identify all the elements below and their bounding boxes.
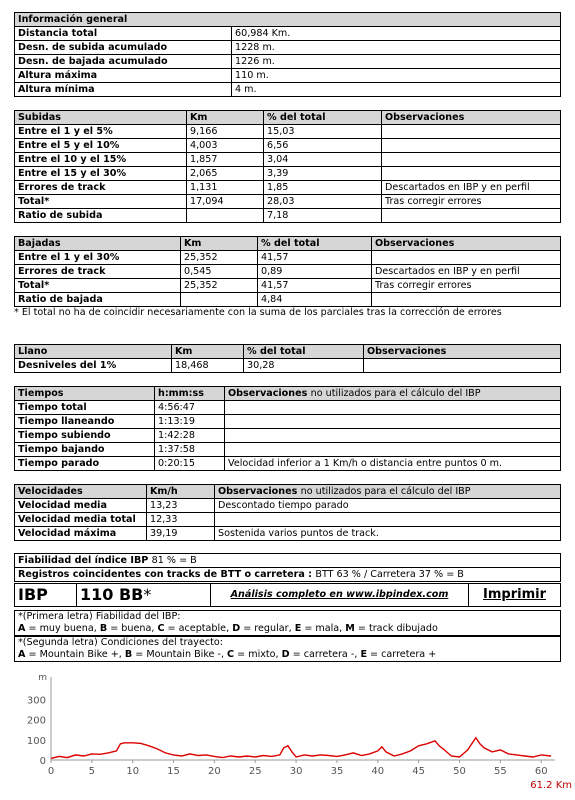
legend2-title: *(Segunda letra) Condiciones del trayecto: <box>18 637 224 648</box>
legend1-title: *(Primera letra) Fiabilidad del IBP: <box>18 611 181 622</box>
table-row: Altura mínima 4 m. <box>15 83 561 97</box>
registros-label: Registros coincidentes con tracks de BTT o carretera : <box>18 568 313 580</box>
x-tick-label: 60 <box>534 766 548 777</box>
fiabilidad-table <box>14 553 561 582</box>
legend-letter: M <box>345 623 355 634</box>
table-row: Entre el 5 y el 10% 4,003 6,56 <box>15 139 561 153</box>
bajadas-table: Bajadas Km % del total Observaciones Entre el 1 y el 30% 25,352 41,57 Errores de track 0,545 0,89 Descartados en IBP y en perfil Total* 25,352 41,57 Tras corregir errores Ratio de bajada 4,84 <box>14 236 561 307</box>
legend-letter: A <box>18 623 26 634</box>
table-row: Velocidad máxima 39,19 Sostenida varios puntos de track. <box>15 527 561 541</box>
table-row: Entre el 1 y el 5% 9,166 15,03 <box>15 125 561 139</box>
table-row: Total* 17,094 28,03 Tras corregir errores <box>15 195 561 209</box>
bajadas-header: Bajadas <box>15 237 181 251</box>
velocidades-table: Velocidades Km/h Observaciones no utilizados para el cálculo del IBP Velocidad media 13,23 Descontado tiempo parado Velocidad media total 12,33 Velocidad máxima 39,19 Sostenida varios puntos de track. <box>14 484 561 541</box>
ibp-table <box>14 583 561 607</box>
table-row: Total* 25,352 41,57 Tras corregir errores <box>15 279 561 293</box>
legend-description: = mixto, <box>234 649 282 660</box>
totals-note: * El total no ha de coincidir necesariamente con la suma de los parciales tras la corrección de errores <box>14 307 502 318</box>
table-row: Fiabilidad del índice IBP 81 % = B <box>15 554 561 568</box>
ibp-value: 110 BB <box>80 585 144 604</box>
tiempos-table: Tiempos h:mm:ss Observaciones no utilizados para el cálculo del IBP Tiempo total 4:56:47 Tiempo llaneando 1:13:19 Tiempo subiendo 1:42:28 Tiempo bajando 1:37:58 Tiempo parado 0:20:15 Velocidad inferior a 1 Km/h o distancia entre puntos 0 m. <box>14 386 561 471</box>
x-tick-label: 50 <box>453 766 466 777</box>
table-row: Tiempo total 4:56:47 <box>15 401 561 415</box>
general-table <box>14 12 561 97</box>
table-row: Entre el 15 y el 30% 2,065 3,39 <box>15 167 561 181</box>
x-tick-label: 10 <box>126 766 140 777</box>
subidas-table: Subidas Km % del total Observaciones Entre el 1 y el 5% 9,166 15,03 Entre el 5 y el 10% 4,003 6,56 Entre el 10 y el 15% 1,857 3,04 Entre el 15 y el 30% 2,065 3,39 Errores de track 1,131 1,85 Descartados en IBP y en perfil Total* 17,094 28,03 Tras corregir errores Ratio de subida 7,18 <box>14 110 561 223</box>
y-tick-label: 200 <box>26 715 46 727</box>
legend1-items <box>18 623 557 635</box>
y-tick-label: 300 <box>26 695 46 707</box>
legend-letter: B <box>99 623 108 634</box>
legend2-table <box>14 636 561 662</box>
legend-description: = muy buena, <box>25 623 100 634</box>
legend-letter: C <box>227 649 235 660</box>
y-axis-label: m <box>38 673 47 683</box>
legend-letter: D <box>281 649 290 660</box>
ibp-star: * <box>143 585 152 604</box>
x-tick-label: 30 <box>289 766 303 777</box>
legend-description: = regular, <box>240 623 295 634</box>
analysis-link[interactable]: Análisis completo en www.ibpindex.com <box>211 584 469 607</box>
table-row: Tiempo subiendo 1:42:28 <box>15 429 561 443</box>
legend-letter: E <box>360 649 367 660</box>
x-tick-label: 25 <box>248 766 262 777</box>
tiempos-header: Tiempos <box>15 387 155 401</box>
y-tick-label: 100 <box>26 735 46 747</box>
table-row: Velocidad media total 12,33 <box>15 513 561 527</box>
x-tick-label: 55 <box>493 766 507 777</box>
y-tick-label: 0 <box>39 756 46 767</box>
legend-letter: D <box>232 623 241 634</box>
table-row: Errores de track 1,131 1,85 Descartados en IBP y en perfil <box>15 181 561 195</box>
x-tick-label: 40 <box>371 766 385 777</box>
table-row: Tiempo bajando 1:37:58 <box>15 443 561 457</box>
x-tick-label: 20 <box>208 766 221 777</box>
table-row: Desn. de bajada acumulado 1226 m. <box>15 55 561 69</box>
table-row: Velocidad media 13,23 Descontado tiempo parado <box>15 499 561 513</box>
velocidades-header: Velocidades <box>15 485 147 499</box>
llano-table: Llano Km % del total Observaciones Desniveles del 1% 18,468 30,28 <box>14 344 561 373</box>
table-row: Tiempo llaneando 1:13:19 <box>15 415 561 429</box>
legend-letter: A <box>18 649 26 660</box>
general-header: Información general <box>15 13 561 27</box>
legend-description: = carretera + <box>367 649 437 660</box>
llano-header: Llano <box>15 345 172 359</box>
ibp-label: IBP <box>15 584 77 607</box>
table-row: Desn. de subida acumulado 1228 m. <box>15 41 561 55</box>
table-row: Errores de track 0,545 0,89 Descartados en IBP y en perfil <box>15 265 561 279</box>
x-tick-label: 0 <box>47 766 55 777</box>
legend2-items <box>18 649 557 661</box>
table-row: Desniveles del 1% 18,468 30,28 <box>15 359 561 373</box>
table-row: Registros coincidentes con tracks de BTT o carretera : BTT 63 % / Carretera 37 % = B <box>15 568 561 582</box>
table-row: Distancia total 60,984 Km. <box>15 27 561 41</box>
legend-letter: B <box>124 649 133 660</box>
legend-description: = mala, <box>301 623 346 634</box>
print-button[interactable]: Imprimir <box>469 584 561 607</box>
table-row: Entre el 1 y el 30% 25,352 41,57 <box>15 251 561 265</box>
subidas-header: Subidas <box>15 111 187 125</box>
fiabilidad-label: Fiabilidad del índice IBP <box>18 554 149 566</box>
x-tick-label: 15 <box>167 766 180 777</box>
legend-description: = Mountain Bike -, <box>132 649 228 660</box>
x-tick-label: 45 <box>412 766 426 777</box>
x-tick-label: 5 <box>88 766 96 777</box>
legend-description: = track dibujado <box>354 623 438 634</box>
elevation-line <box>51 738 551 759</box>
x-tick-label: 35 <box>330 766 344 777</box>
table-row: Ratio de bajada 4,84 <box>15 293 561 307</box>
legend-description: = carretera -, <box>289 649 361 660</box>
legend-letter: C <box>157 623 165 634</box>
table-row: Entre el 10 y el 15% 1,857 3,04 <box>15 153 561 167</box>
x-axis-end-label: 61.2 Km <box>530 780 572 790</box>
legend-description: = aceptable, <box>164 623 233 634</box>
legend-letter: E <box>294 623 302 634</box>
elevation-chart <box>0 672 575 790</box>
table-row: Ratio de subida 7,18 <box>15 209 561 223</box>
legend1-table <box>14 610 561 636</box>
table-row: Altura máxima 110 m. <box>15 69 561 83</box>
legend-description: = buena, <box>107 623 158 634</box>
table-row: Tiempo parado 0:20:15 Velocidad inferior a 1 Km/h o distancia entre puntos 0 m. <box>15 457 561 471</box>
legend-description: = Mountain Bike +, <box>25 649 125 660</box>
